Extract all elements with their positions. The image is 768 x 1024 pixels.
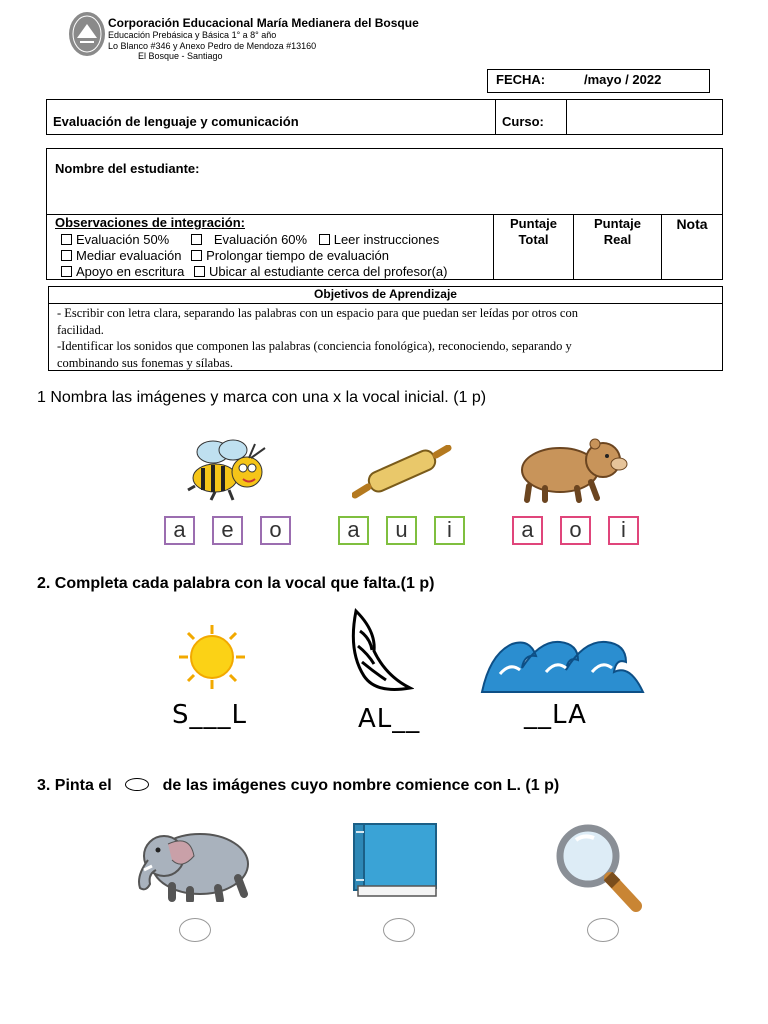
obs-option[interactable]: Apoyo en escritura bbox=[61, 264, 184, 279]
grade-header: Nota bbox=[676, 216, 708, 232]
vowel-box[interactable]: a bbox=[338, 516, 369, 545]
question-1: 1 Nombra las imágenes y marca con una x la vocal inicial. (1 p) bbox=[37, 389, 487, 406]
date-value: /mayo / 2022 bbox=[584, 72, 662, 87]
answer-oval-magnifier[interactable] bbox=[587, 918, 619, 942]
curso-input[interactable] bbox=[568, 100, 722, 134]
date-box[interactable] bbox=[487, 69, 710, 93]
checkbox-icon bbox=[191, 234, 202, 245]
divider bbox=[566, 100, 567, 134]
checkbox-icon bbox=[61, 250, 72, 261]
eval-title-row bbox=[46, 99, 723, 135]
obs-option[interactable]: Leer instrucciones bbox=[319, 232, 440, 247]
obs-row-3 bbox=[61, 264, 447, 279]
bee-icon bbox=[185, 438, 280, 503]
word-ola[interactable]: __LA bbox=[524, 700, 587, 730]
obs-option[interactable]: Evaluación 60% bbox=[191, 232, 307, 247]
student-name-input[interactable] bbox=[217, 151, 717, 211]
obs-option[interactable]: Mediar evaluación bbox=[61, 248, 182, 263]
student-name-label: Nombre del estudiante: bbox=[55, 161, 200, 176]
student-table bbox=[46, 148, 723, 280]
vowel-box[interactable]: o bbox=[260, 516, 291, 545]
wave-icon bbox=[480, 634, 645, 694]
score-real-header: Puntaje Real bbox=[594, 216, 641, 247]
book-icon bbox=[352, 820, 442, 900]
sun-icon bbox=[178, 624, 246, 690]
score-total-header: Puntaje Total bbox=[510, 216, 557, 247]
bear-icon bbox=[515, 438, 635, 503]
vowel-box[interactable]: o bbox=[560, 516, 591, 545]
answer-oval-book[interactable] bbox=[383, 918, 415, 942]
observations-title: Observaciones de integración: bbox=[55, 215, 246, 230]
elephant-icon bbox=[128, 826, 263, 902]
org-city: El Bosque - Santiago bbox=[138, 51, 223, 61]
checkbox-icon bbox=[191, 250, 202, 261]
word-ala[interactable]: AL__ bbox=[358, 704, 421, 734]
curso-label: Curso: bbox=[502, 114, 544, 129]
eval-title: Evaluación de lenguaje y comunicación bbox=[53, 114, 299, 129]
checkbox-icon bbox=[319, 234, 330, 245]
vowel-box[interactable]: u bbox=[386, 516, 417, 545]
obs-option[interactable]: Prolongar tiempo de evaluación bbox=[191, 248, 389, 263]
checkbox-icon bbox=[61, 266, 72, 277]
obs-row-2 bbox=[61, 248, 389, 263]
objectives-title: Objetivos de Aprendizaje bbox=[314, 287, 457, 301]
objectives-box bbox=[48, 286, 723, 371]
magnifying-glass-icon bbox=[554, 822, 644, 914]
question-3: 3. Pinta el de las imágenes cuyo nombre comience con L. (1 p) bbox=[37, 777, 560, 794]
oval-icon bbox=[125, 778, 149, 791]
answer-oval-elephant[interactable] bbox=[179, 918, 211, 942]
wing-icon bbox=[346, 606, 414, 696]
vowel-box[interactable]: a bbox=[164, 516, 195, 545]
org-name: Corporación Educacional María Medianera del Bosque bbox=[108, 16, 419, 30]
obs-option[interactable]: Ubicar al estudiante cerca del profesor(a) bbox=[194, 264, 447, 279]
date-label: FECHA: bbox=[496, 72, 546, 87]
checkbox-icon bbox=[194, 266, 205, 277]
vowel-box[interactable]: i bbox=[608, 516, 639, 545]
school-logo-icon bbox=[68, 10, 106, 58]
word-sol[interactable]: S___L bbox=[172, 700, 247, 730]
obs-row-1 bbox=[61, 232, 439, 247]
divider bbox=[495, 100, 496, 134]
org-address: Lo Blanco #346 y Anexo Pedro de Mendoza #13160 bbox=[108, 41, 317, 51]
checkbox-icon bbox=[61, 234, 72, 245]
obs-option[interactable]: Evaluación 50% bbox=[61, 232, 169, 247]
vowel-box[interactable]: e bbox=[212, 516, 243, 545]
vowel-box[interactable]: i bbox=[434, 516, 465, 545]
divider bbox=[49, 303, 722, 304]
rolling-pin-icon bbox=[352, 445, 452, 500]
org-level: Educación Prebásica y Básica 1° a 8° año bbox=[108, 30, 277, 40]
question-2: 2. Completa cada palabra con la vocal que falta.(1 p) bbox=[37, 575, 435, 592]
objectives-text: - Escribir con letra clara, separando las palabras con un espacio para que puedan ser leídas por otros con facilidad. -Identificar los sonidos que componen las palabras (conciencia fonológica), reconociendo, separando y combinando sus fonemas y sílabas. bbox=[57, 306, 578, 370]
vowel-box[interactable]: a bbox=[512, 516, 543, 545]
